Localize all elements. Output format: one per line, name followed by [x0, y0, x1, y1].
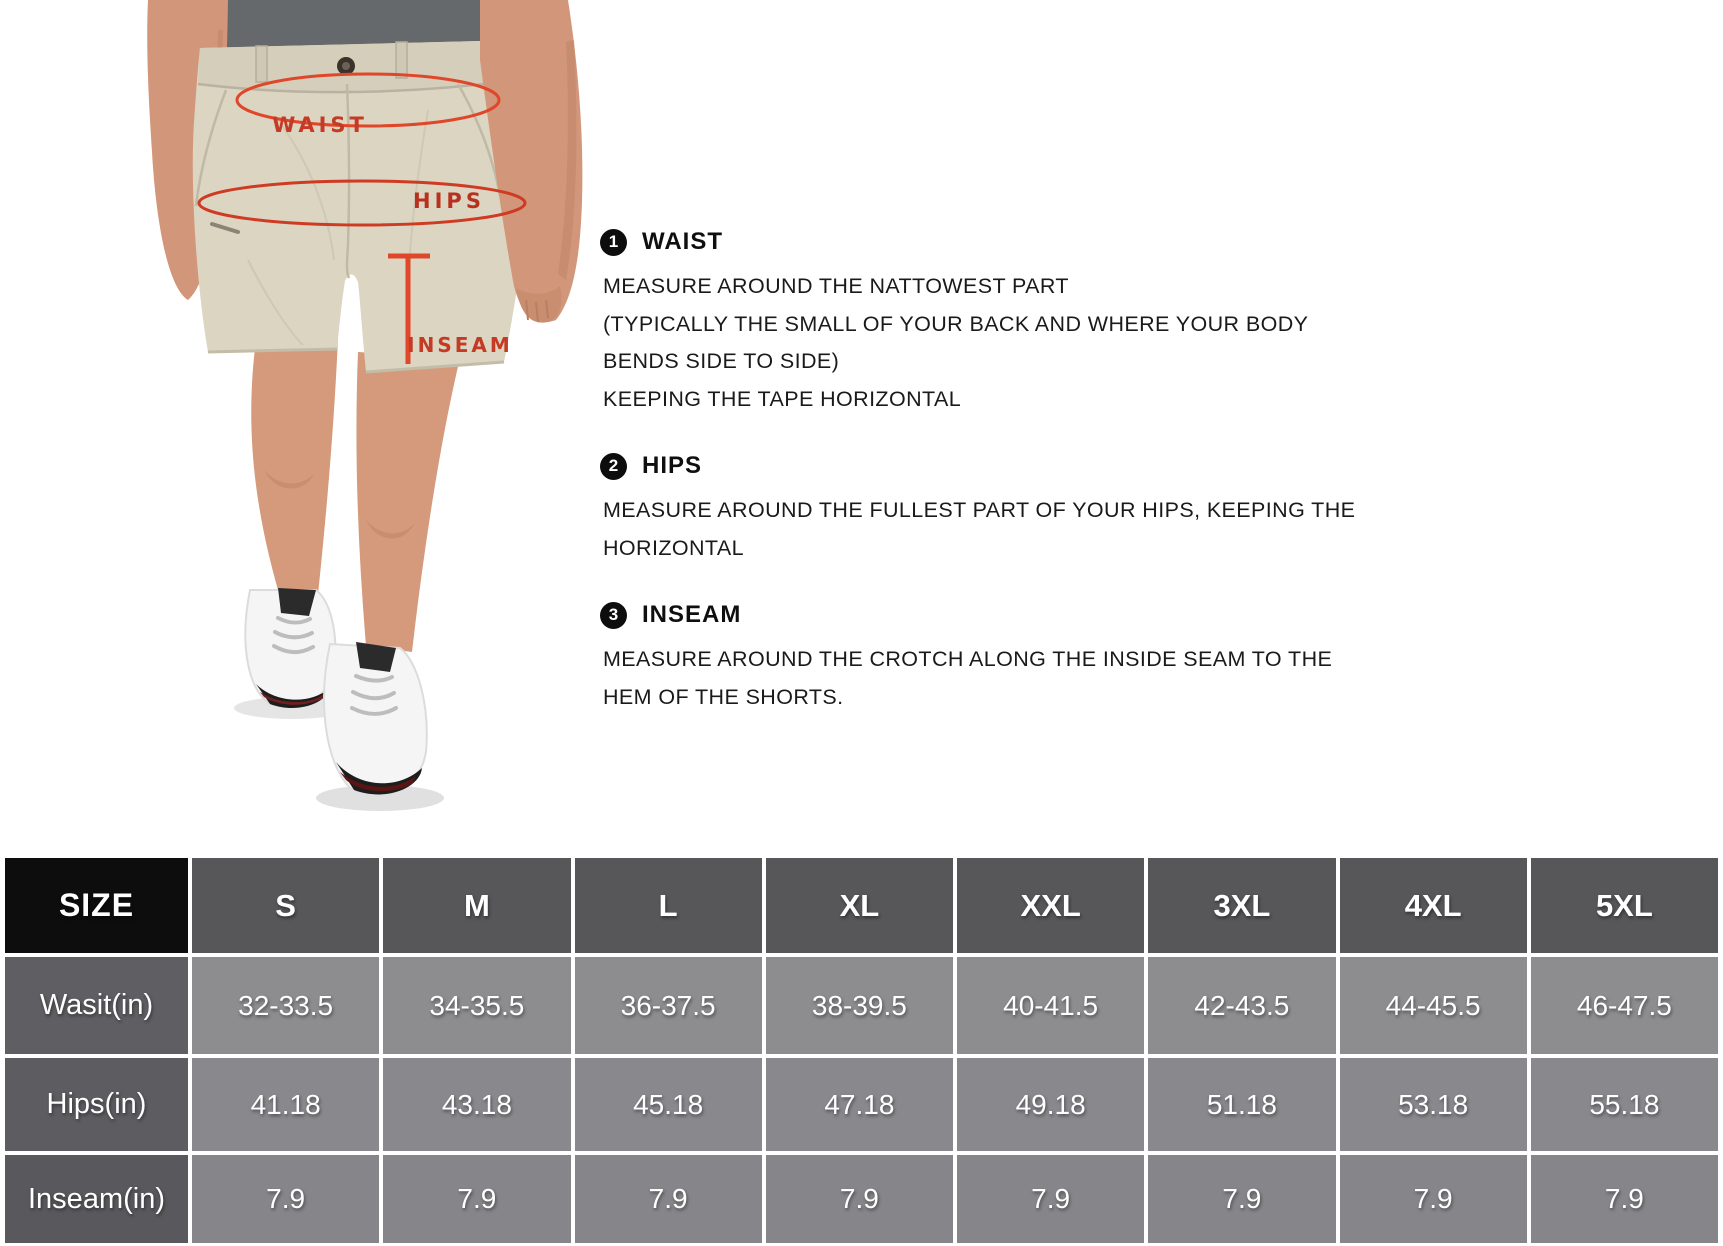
instruction-hips-heading [600, 452, 1400, 480]
left-leg [251, 338, 338, 594]
measuring-instructions [600, 228, 1400, 750]
instruction-waist [600, 228, 1400, 418]
hips-value: 43.18 [383, 1058, 570, 1151]
size-col-header-xl: XL [766, 858, 953, 953]
inseam-tag-label: INSEAM [407, 333, 513, 357]
size-col-header-s: S [192, 858, 379, 953]
instruction-inseam-heading [600, 601, 1400, 629]
right-shoe [324, 642, 427, 794]
number-2-bullet-icon: 2 [600, 453, 627, 480]
size-header-cell: SIZE [5, 858, 188, 953]
waist-value: 42-43.5 [1148, 957, 1335, 1054]
size-col-header-5xl: 5XL [1531, 858, 1718, 953]
size-col-header-xxl: XXL [957, 858, 1144, 953]
instruction-line: HORIZONTAL [603, 535, 744, 560]
hips-value: 53.18 [1340, 1058, 1527, 1151]
instruction-inseam-body [603, 641, 1400, 716]
row-label-waist: Wasit(in) [5, 957, 188, 1054]
instruction-hips-title: HIPS [642, 452, 703, 479]
waist-value: 40-41.5 [957, 957, 1144, 1054]
hips-value: 55.18 [1531, 1058, 1718, 1151]
size-col-header-3xl: 3XL [1148, 858, 1335, 953]
instruction-line: (TYPICALLY THE SMALL OF YOUR BACK AND WHERE YOUR BODY [603, 311, 1309, 336]
instruction-line: KEEPING THE TAPE HORIZONTAL [603, 386, 962, 411]
hips-value: 49.18 [957, 1058, 1144, 1151]
instruction-waist-heading [600, 228, 1400, 256]
instruction-line: MEASURE AROUND THE CROTCH ALONG THE INSIDE SEAM TO THE [603, 647, 1333, 671]
inseam-value: 7.9 [192, 1155, 379, 1243]
instruction-hips [600, 452, 1400, 567]
number-1-bullet-icon: 1 [600, 229, 627, 256]
instruction-inseam-title: INSEAM [642, 601, 742, 628]
inseam-value: 7.9 [766, 1155, 953, 1243]
inseam-value: 7.9 [383, 1155, 570, 1243]
size-col-header-l: L [575, 858, 762, 953]
instruction-waist-body [603, 268, 1400, 418]
waist-value: 32-33.5 [192, 957, 379, 1054]
size-col-header-4xl: 4XL [1340, 858, 1527, 953]
row-label-hips: Hips(in) [5, 1058, 188, 1151]
hips-value: 41.18 [192, 1058, 379, 1151]
instruction-waist-title: WAIST [642, 228, 723, 255]
inseam-value: 7.9 [1340, 1155, 1527, 1243]
inseam-value: 7.9 [575, 1155, 762, 1243]
waist-value: 38-39.5 [766, 957, 953, 1054]
row-label-inseam: Inseam(in) [5, 1155, 188, 1243]
instruction-line: MEASURE AROUND THE FULLEST PART OF YOUR HIPS, KEEPING THE [603, 498, 1356, 522]
model-illustration [128, 0, 598, 858]
left-shoe [245, 588, 335, 708]
hips-value: 47.18 [766, 1058, 953, 1151]
waist-value: 46-47.5 [1531, 957, 1718, 1054]
inseam-value: 7.9 [1531, 1155, 1718, 1243]
size-chart-table [5, 858, 1718, 1243]
size-col-header-m: M [383, 858, 570, 953]
instruction-line: BENDS SIDE TO SIDE) [603, 349, 840, 373]
model-photo [128, 0, 598, 858]
waist-value: 34-35.5 [383, 957, 570, 1054]
number-3-bullet-icon: 3 [600, 602, 627, 629]
inseam-value: 7.9 [1148, 1155, 1335, 1243]
waist-value: 36-37.5 [575, 957, 762, 1054]
hips-tag-label: HIPS [413, 189, 485, 213]
waist-tag-label: WAIST [272, 113, 368, 137]
hips-value: 51.18 [1148, 1058, 1335, 1151]
inseam-value: 7.9 [957, 1155, 1144, 1243]
instruction-hips-body [603, 492, 1400, 567]
waist-value: 44-45.5 [1340, 957, 1527, 1054]
instruction-line: MEASURE AROUND THE NATTOWEST PART [603, 274, 1069, 298]
right-leg [356, 352, 460, 652]
instruction-line: HEM OF THE SHORTS. [603, 684, 844, 709]
hips-value: 45.18 [575, 1058, 762, 1151]
instruction-inseam [600, 601, 1400, 716]
